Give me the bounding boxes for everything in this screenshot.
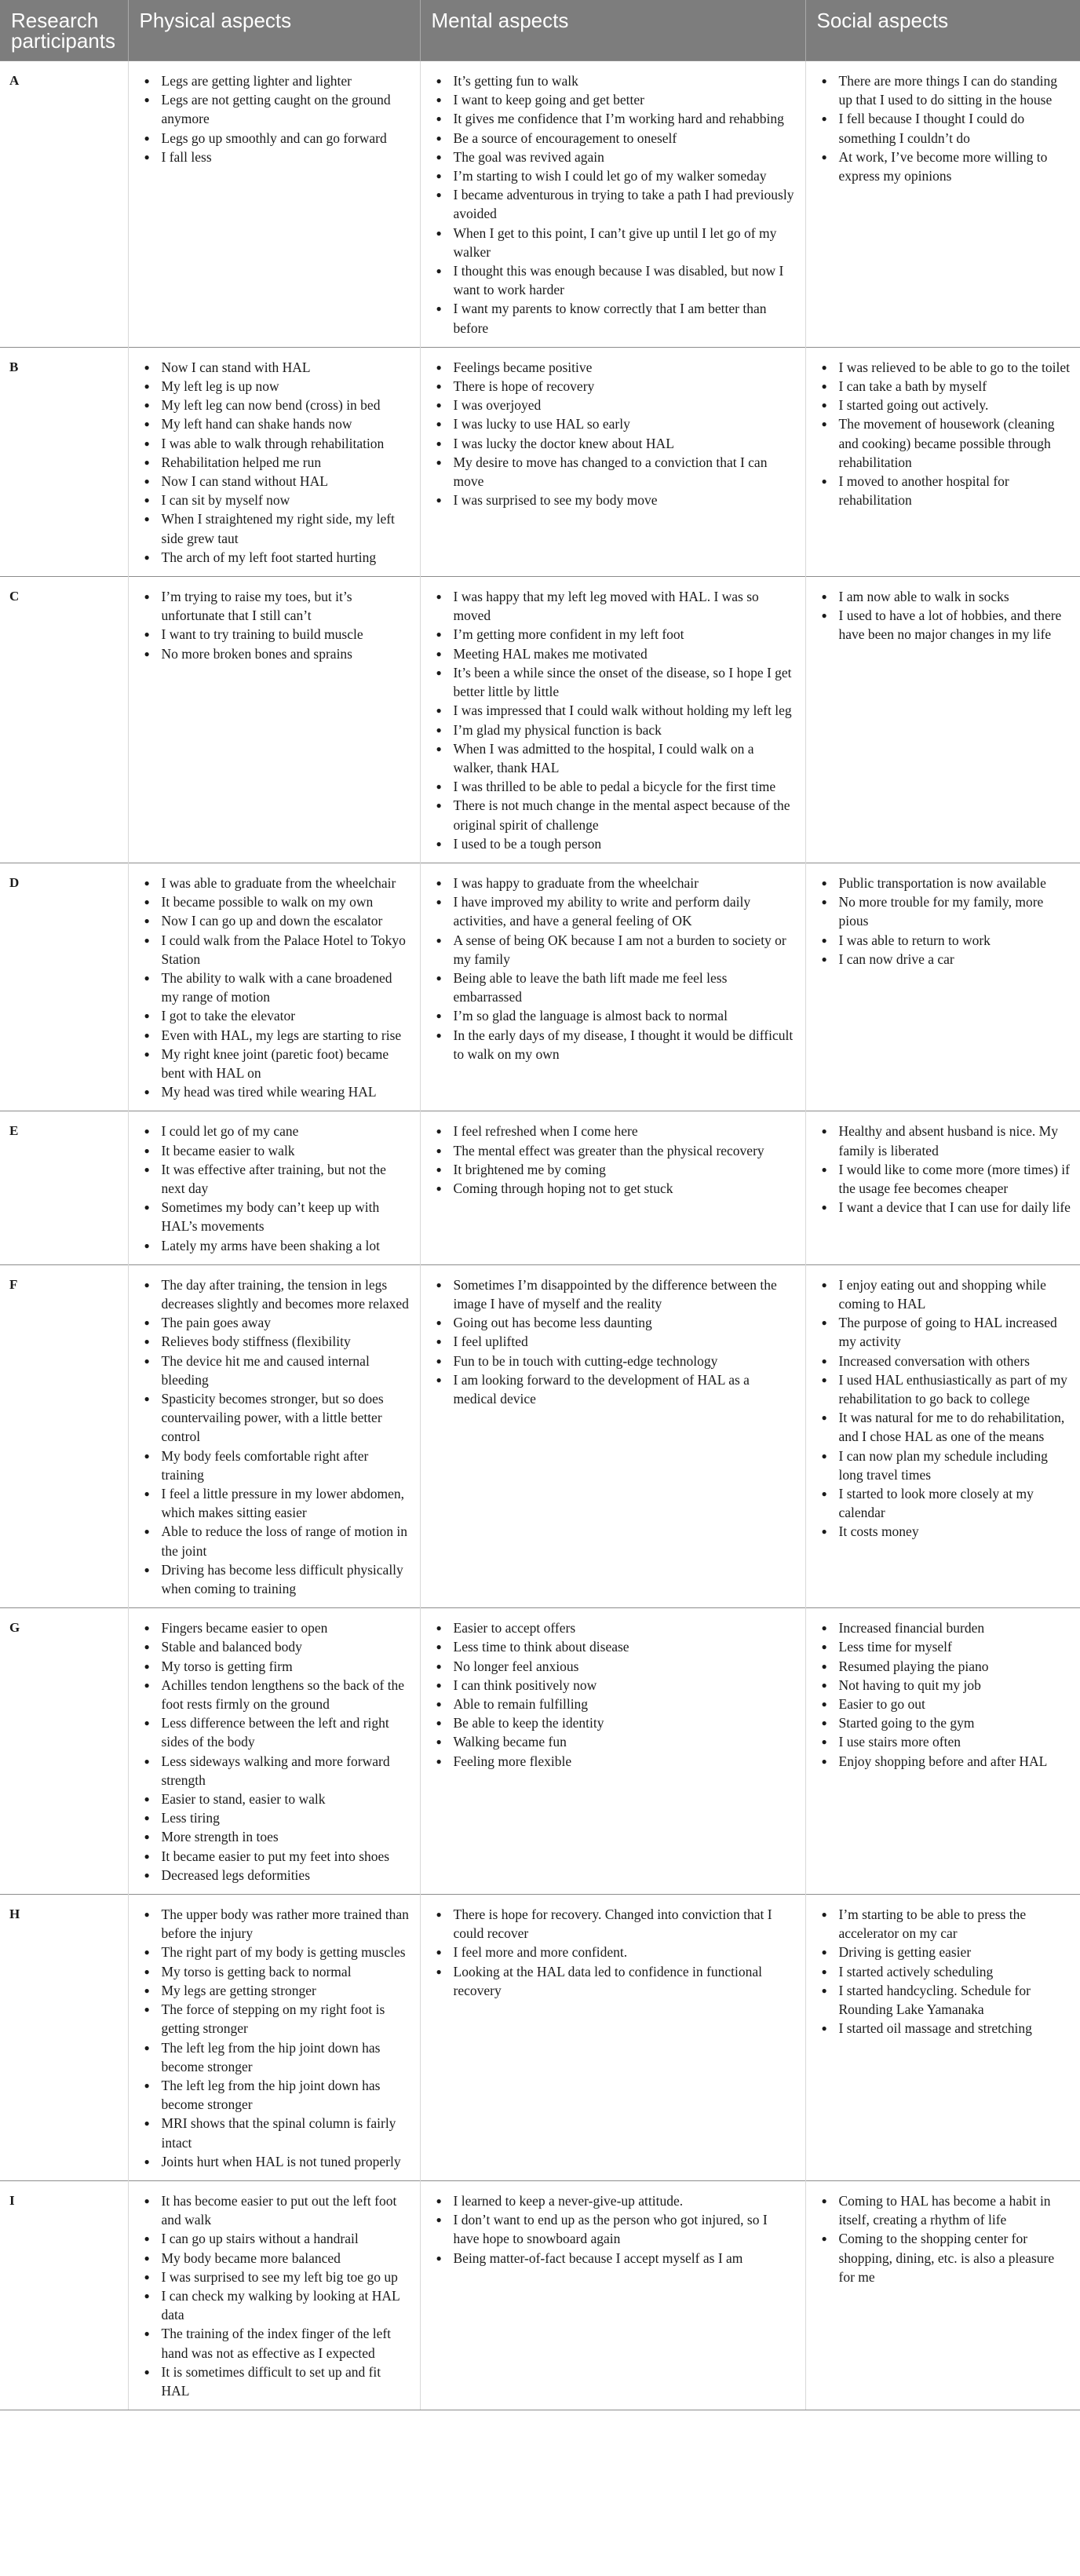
list-item: ● Be able to keep the identity — [433, 1713, 796, 1732]
list-item: ● Able to reduce the loss of range of motion in the joint — [141, 1522, 410, 1560]
mental-list — [433, 1275, 796, 1408]
list-item: ● The day after training, the tension in legs decreases slightly and becomes more relaxed — [141, 1275, 410, 1313]
list-item: ● The training of the index finger of the left hand was not as effective as I expected — [141, 2324, 410, 2362]
list-item: ● I’m starting to be able to press the accelerator on my car — [819, 1905, 1071, 1943]
mental-list — [433, 358, 796, 510]
list-item: ● It’s getting fun to walk — [433, 71, 796, 90]
table-row — [0, 1608, 1080, 1895]
mental-cell — [420, 1608, 805, 1895]
participant-id: H — [0, 1895, 128, 2181]
mental-list — [433, 1618, 796, 1771]
list-item: ● Sometimes I’m disappointed by the difference between the image I have of myself and the reality — [433, 1275, 796, 1313]
list-item: ● My left hand can shake hands now — [141, 414, 410, 433]
list-item: ● I started oil massage and stretching — [819, 2019, 1071, 2038]
list-item: ● It became possible to walk on my own — [141, 892, 410, 911]
list-item: ● More strength in toes — [141, 1827, 410, 1846]
physical-cell — [128, 2180, 420, 2410]
list-item: ● My left leg is up now — [141, 377, 410, 396]
social-cell — [805, 863, 1080, 1111]
participant-id: E — [0, 1111, 128, 1264]
list-item: ● Legs are not getting caught on the ground anymore — [141, 90, 410, 128]
list-item: ● Now I can go up and down the escalator — [141, 911, 410, 930]
list-item: ● Even with HAL, my legs are starting to rise — [141, 1026, 410, 1045]
participant-id: C — [0, 577, 128, 863]
list-item: ● Rehabilitation helped me run — [141, 453, 410, 472]
table-row — [0, 1111, 1080, 1264]
list-item: ● I was able to return to work — [819, 931, 1071, 950]
list-item: ● I was happy to graduate from the wheelchair — [433, 874, 796, 892]
table-row — [0, 863, 1080, 1111]
participant-id: G — [0, 1608, 128, 1895]
list-item: ● Relieves body stiffness (flexibility — [141, 1332, 410, 1351]
list-item: ● I want a device that I can use for daily life — [819, 1198, 1071, 1217]
list-item: ● Public transportation is now available — [819, 874, 1071, 892]
social-list — [819, 1618, 1071, 1771]
list-item: ● I can check my walking by looking at HAL data — [141, 2286, 410, 2324]
list-item: ● Fingers became easier to open — [141, 1618, 410, 1637]
list-item: ● The goal was revived again — [433, 148, 796, 166]
table-row — [0, 347, 1080, 576]
physical-list — [141, 358, 410, 567]
list-item: ● I could let go of my cane — [141, 1122, 410, 1140]
list-item: ● Less difference between the left and right sides of the body — [141, 1713, 410, 1751]
list-item: ● Feelings became positive — [433, 358, 796, 377]
social-list — [819, 1275, 1071, 1542]
list-item: ● When I get to this point, I can’t give up until I let go of my walker — [433, 224, 796, 261]
list-item: ● I fell because I thought I could do something I couldn’t do — [819, 109, 1071, 147]
list-item: ● I used to be a tough person — [433, 834, 796, 853]
physical-list — [141, 1122, 410, 1254]
list-item: ● Going out has become less daunting — [433, 1313, 796, 1332]
list-item: ● The movement of housework (cleaning and cooking) became possible through rehabilitation — [819, 414, 1071, 472]
list-item: ● I feel uplifted — [433, 1332, 796, 1351]
list-item: ● I enjoy eating out and shopping while coming to HAL — [819, 1275, 1071, 1313]
list-item: ● There is not much change in the mental aspect because of the original spirit of challenge — [433, 796, 796, 834]
table-row — [0, 1264, 1080, 1607]
list-item: ● Sometimes my body can’t keep up with HAL’s movements — [141, 1198, 410, 1235]
list-item: ● Less tiring — [141, 1808, 410, 1827]
list-item: ● I am looking forward to the development of HAL as a medical device — [433, 1370, 796, 1408]
participant-id: A — [0, 61, 128, 348]
table-row — [0, 61, 1080, 348]
list-item: ● It has become easier to put out the left foot and walk — [141, 2191, 410, 2229]
list-item: ● I was lucky the doctor knew about HAL — [433, 434, 796, 453]
social-cell — [805, 1895, 1080, 2181]
list-item: ● Legs go up smoothly and can go forward — [141, 129, 410, 148]
list-item: ● Meeting HAL makes me motivated — [433, 644, 796, 663]
list-item: ● My right knee joint (paretic foot) became bent with HAL on — [141, 1045, 410, 1082]
list-item: ● It gives me confidence that I’m working hard and rehabbing — [433, 109, 796, 128]
list-item: ● I was relieved to be able to go to the toilet — [819, 358, 1071, 377]
list-item: ● I’m glad my physical function is back — [433, 721, 796, 739]
list-item: ● I’m getting more confident in my left foot — [433, 625, 796, 644]
mental-cell — [420, 1111, 805, 1264]
list-item: ● I want to keep going and get better — [433, 90, 796, 109]
list-item: ● Legs are getting lighter and lighter — [141, 71, 410, 90]
list-item: ● I can think positively now — [433, 1676, 796, 1695]
social-cell — [805, 1264, 1080, 1607]
list-item: ● Enjoy shopping before and after HAL — [819, 1752, 1071, 1771]
physical-cell — [128, 1608, 420, 1895]
list-item: ● There is hope for recovery. Changed into conviction that I could recover — [433, 1905, 796, 1943]
list-item: ● Driving has become less difficult physically when coming to training — [141, 1560, 410, 1598]
list-item: ● Be a source of encouragement to oneself — [433, 129, 796, 148]
list-item: ● The upper body was rather more trained than before the injury — [141, 1905, 410, 1943]
list-item: ● The device hit me and caused internal bleeding — [141, 1352, 410, 1389]
list-item: ● The left leg from the hip joint down has become stronger — [141, 2038, 410, 2076]
list-item: ● It became easier to walk — [141, 1141, 410, 1160]
list-item: ● I was overjoyed — [433, 396, 796, 414]
list-item: ● Coming to the shopping center for shopping, dining, etc. is also a pleasure for me — [819, 2229, 1071, 2286]
list-item: ● When I straightened my right side, my left side grew taut — [141, 509, 410, 547]
list-item: ● Started going to the gym — [819, 1713, 1071, 1732]
social-cell — [805, 347, 1080, 576]
list-item: ● I started actively scheduling — [819, 1962, 1071, 1981]
list-item: ● My body feels comfortable right after training — [141, 1447, 410, 1484]
list-item: ● The force of stepping on my right foot is getting stronger — [141, 2000, 410, 2038]
list-item: ● I feel more and more confident. — [433, 1943, 796, 1961]
list-item: ● The pain goes away — [141, 1313, 410, 1332]
social-list — [819, 1905, 1071, 2038]
list-item: ● I want my parents to know correctly that I am better than before — [433, 299, 796, 337]
list-item: ● I was surprised to see my left big toe go up — [141, 2268, 410, 2286]
list-item: ● I became adventurous in trying to take a path I had previously avoided — [433, 185, 796, 223]
mental-cell — [420, 863, 805, 1111]
header-participants: Research participants — [0, 0, 128, 61]
list-item: ● It is sometimes difficult to set up and fit HAL — [141, 2363, 410, 2400]
table-body — [0, 61, 1080, 2410]
list-item: ● My torso is getting firm — [141, 1657, 410, 1676]
physical-cell — [128, 1111, 420, 1264]
social-list — [819, 2191, 1071, 2286]
list-item: ● My body became more balanced — [141, 2249, 410, 2268]
list-item: ● I was thrilled to be able to pedal a bicycle for the first time — [433, 777, 796, 796]
list-item: ● The ability to walk with a cane broadened my range of motion — [141, 969, 410, 1006]
list-item: ● Healthy and absent husband is nice. My family is liberated — [819, 1122, 1071, 1159]
social-list — [819, 71, 1071, 185]
list-item: ● Joints hurt when HAL is not tuned properly — [141, 2152, 410, 2171]
list-item: ● Fun to be in touch with cutting-edge technology — [433, 1352, 796, 1370]
social-cell — [805, 577, 1080, 863]
list-item: ● I used HAL enthusiastically as part of my rehabilitation to go back to college — [819, 1370, 1071, 1408]
list-item: ● Feeling more flexible — [433, 1752, 796, 1771]
physical-cell — [128, 1264, 420, 1607]
list-item: ● Decreased legs deformities — [141, 1866, 410, 1885]
list-item: ● I have improved my ability to write and perform daily activities, and have a general feeling of OK — [433, 892, 796, 930]
social-list — [819, 1122, 1071, 1217]
physical-list — [141, 587, 410, 663]
list-item: ● My left leg can now bend (cross) in bed — [141, 396, 410, 414]
list-item: ● I was impressed that I could walk without holding my left leg — [433, 701, 796, 720]
mental-list — [433, 587, 796, 853]
mental-cell — [420, 61, 805, 348]
list-item: ● I was lucky to use HAL so early — [433, 414, 796, 433]
list-item: ● It’s been a while since the onset of the disease, so I hope I get better little by little — [433, 663, 796, 701]
participant-id: D — [0, 863, 128, 1111]
list-item: ● I feel refreshed when I come here — [433, 1122, 796, 1140]
physical-list — [141, 71, 410, 166]
header-physical: Physical aspects — [128, 0, 420, 61]
list-item: ● It brightened me by coming — [433, 1160, 796, 1179]
list-item: ● Easier to stand, easier to walk — [141, 1790, 410, 1808]
list-item: ● I want to try training to build muscle — [141, 625, 410, 644]
social-list — [819, 358, 1071, 510]
physical-cell — [128, 61, 420, 348]
list-item: ● A sense of being OK because I am not a burden to society or my family — [433, 931, 796, 969]
list-item: ● I’m starting to wish I could let go of my walker someday — [433, 166, 796, 185]
list-item: ● My head was tired while wearing HAL — [141, 1082, 410, 1101]
list-item: ● I’m so glad the language is almost back to normal — [433, 1006, 796, 1025]
list-item: ● I can go up stairs without a handrail — [141, 2229, 410, 2248]
list-item: ● Less time to think about disease — [433, 1637, 796, 1656]
participant-id: B — [0, 347, 128, 576]
list-item: ● I can now plan my schedule including long travel times — [819, 1447, 1071, 1484]
list-item: ● It was natural for me to do rehabilitation, and I chose HAL as one of the means — [819, 1408, 1071, 1446]
social-list — [819, 587, 1071, 644]
list-item: ● I started to look more closely at my calendar — [819, 1484, 1071, 1522]
list-item: ● The left leg from the hip joint down has become stronger — [141, 2076, 410, 2114]
list-item: ● Lately my arms have been shaking a lot — [141, 1236, 410, 1255]
physical-cell — [128, 1895, 420, 2181]
list-item: ● I use stairs more often — [819, 1732, 1071, 1751]
physical-list — [141, 1905, 410, 2171]
physical-cell — [128, 863, 420, 1111]
list-item: ● The arch of my left foot started hurting — [141, 548, 410, 567]
list-item: ● In the early days of my disease, I thought it would be difficult to walk on my own — [433, 1026, 796, 1064]
social-cell — [805, 1608, 1080, 1895]
list-item: ● Easier to go out — [819, 1695, 1071, 1713]
list-item: ● I fall less — [141, 148, 410, 166]
list-item: ● Coming through hoping not to get stuck — [433, 1179, 796, 1198]
list-item: ● Spasticity becomes stronger, but so does countervailing power, with a little better control — [141, 1389, 410, 1447]
list-item: ● I am now able to walk in socks — [819, 587, 1071, 606]
list-item: ● I learned to keep a never-give-up attitude. — [433, 2191, 796, 2210]
physical-list — [141, 2191, 410, 2400]
mental-list — [433, 71, 796, 338]
mental-list — [433, 1122, 796, 1198]
social-cell — [805, 1111, 1080, 1264]
list-item: ● Able to remain fulfilling — [433, 1695, 796, 1713]
mental-list — [433, 874, 796, 1064]
list-item: ● My desire to move has changed to a conviction that I can move — [433, 453, 796, 491]
mental-cell — [420, 2180, 805, 2410]
physical-list — [141, 1618, 410, 1885]
list-item: ● There are more things I can do standing up that I used to do sitting in the house — [819, 71, 1071, 109]
list-item: ● I was able to graduate from the wheelchair — [141, 874, 410, 892]
list-item: ● My torso is getting back to normal — [141, 1962, 410, 1981]
list-item: ● It was effective after training, but not the next day — [141, 1160, 410, 1198]
list-item: ● No more trouble for my family, more pious — [819, 892, 1071, 930]
mental-list — [433, 1905, 796, 2000]
header-social: Social aspects — [805, 0, 1080, 61]
header-row — [0, 0, 1080, 61]
physical-cell — [128, 577, 420, 863]
table-row — [0, 1895, 1080, 2181]
mental-cell — [420, 347, 805, 576]
list-item: ● I would like to come more (more times) if the usage fee becomes cheaper — [819, 1160, 1071, 1198]
list-item: ● Coming to HAL has become a habit in itself, creating a rhythm of life — [819, 2191, 1071, 2229]
list-item: ● I moved to another hospital for rehabilitation — [819, 472, 1071, 509]
table-row — [0, 577, 1080, 863]
list-item: ● I started going out actively. — [819, 396, 1071, 414]
list-item: ● The purpose of going to HAL increased my activity — [819, 1313, 1071, 1351]
list-item: ● Increased conversation with others — [819, 1352, 1071, 1370]
mental-cell — [420, 577, 805, 863]
list-item: ● I don’t want to end up as the person who got injured, so I have hope to snowboard again — [433, 2210, 796, 2248]
list-item: ● The mental effect was greater than the physical recovery — [433, 1141, 796, 1160]
list-item: ● Walking became fun — [433, 1732, 796, 1751]
list-item: ● I could walk from the Palace Hotel to Tokyo Station — [141, 931, 410, 969]
list-item: ● I can now drive a car — [819, 950, 1071, 969]
list-item: ● Stable and balanced body — [141, 1637, 410, 1656]
list-item: ● I can take a bath by myself — [819, 377, 1071, 396]
list-item: ● I started handcycling. Schedule for Rounding Lake Yamanaka — [819, 1981, 1071, 2019]
list-item: ● I got to take the elevator — [141, 1006, 410, 1025]
list-item: ● When I was admitted to the hospital, I could walk on a walker, thank HAL — [433, 739, 796, 777]
social-cell — [805, 61, 1080, 348]
list-item: ● I was able to walk through rehabilitation — [141, 434, 410, 453]
participant-id: F — [0, 1264, 128, 1607]
physical-list — [141, 874, 410, 1101]
list-item: ● Resumed playing the piano — [819, 1657, 1071, 1676]
participant-id: I — [0, 2180, 128, 2410]
list-item: ● At work, I’ve become more willing to express my opinions — [819, 148, 1071, 185]
list-item: ● Less time for myself — [819, 1637, 1071, 1656]
list-item: ● There is hope of recovery — [433, 377, 796, 396]
list-item: ● It costs money — [819, 1522, 1071, 1541]
list-item: ● No more broken bones and sprains — [141, 644, 410, 663]
mental-list — [433, 2191, 796, 2268]
list-item: ● No longer feel anxious — [433, 1657, 796, 1676]
physical-cell — [128, 347, 420, 576]
list-item: ● The right part of my body is getting muscles — [141, 1943, 410, 1961]
physical-list — [141, 1275, 410, 1598]
mental-cell — [420, 1264, 805, 1607]
list-item: ● Easier to accept offers — [433, 1618, 796, 1637]
list-item: ● Being matter-of-fact because I accept myself as I am — [433, 2249, 796, 2268]
list-item: ● My legs are getting stronger — [141, 1981, 410, 2000]
list-item: ● I feel a little pressure in my lower abdomen, which makes sitting easier — [141, 1484, 410, 1522]
mental-cell — [420, 1895, 805, 2181]
list-item: ● Less sideways walking and more forward strength — [141, 1752, 410, 1790]
list-item: ● Now I can stand without HAL — [141, 472, 410, 491]
list-item: ● I thought this was enough because I was disabled, but now I want to work harder — [433, 261, 796, 299]
list-item: ● I used to have a lot of hobbies, and there have been no major changes in my life — [819, 606, 1071, 644]
list-item: ● I was surprised to see my body move — [433, 491, 796, 509]
list-item: ● Driving is getting easier — [819, 1943, 1071, 1961]
table-row — [0, 2180, 1080, 2410]
list-item: ● Being able to leave the bath lift made me feel less embarrassed — [433, 969, 796, 1006]
list-item: ● Not having to quit my job — [819, 1676, 1071, 1695]
list-item: ● I’m trying to raise my toes, but it’s unfortunate that I still can’t — [141, 587, 410, 625]
social-list — [819, 874, 1071, 969]
list-item: ● It became easier to put my feet into shoes — [141, 1847, 410, 1866]
list-item: ● Looking at the HAL data led to confidence in functional recovery — [433, 1962, 796, 2000]
list-item: ● Increased financial burden — [819, 1618, 1071, 1637]
list-item: ● Achilles tendon lengthens so the back of the foot rests firmly on the ground — [141, 1676, 410, 1713]
list-item: ● MRI shows that the spinal column is fairly intact — [141, 2114, 410, 2151]
list-item: ● Now I can stand with HAL — [141, 358, 410, 377]
header-mental: Mental aspects — [420, 0, 805, 61]
list-item: ● I can sit by myself now — [141, 491, 410, 509]
social-cell — [805, 2180, 1080, 2410]
table-header — [0, 0, 1080, 61]
list-item: ● I was happy that my left leg moved with HAL. I was so moved — [433, 587, 796, 625]
